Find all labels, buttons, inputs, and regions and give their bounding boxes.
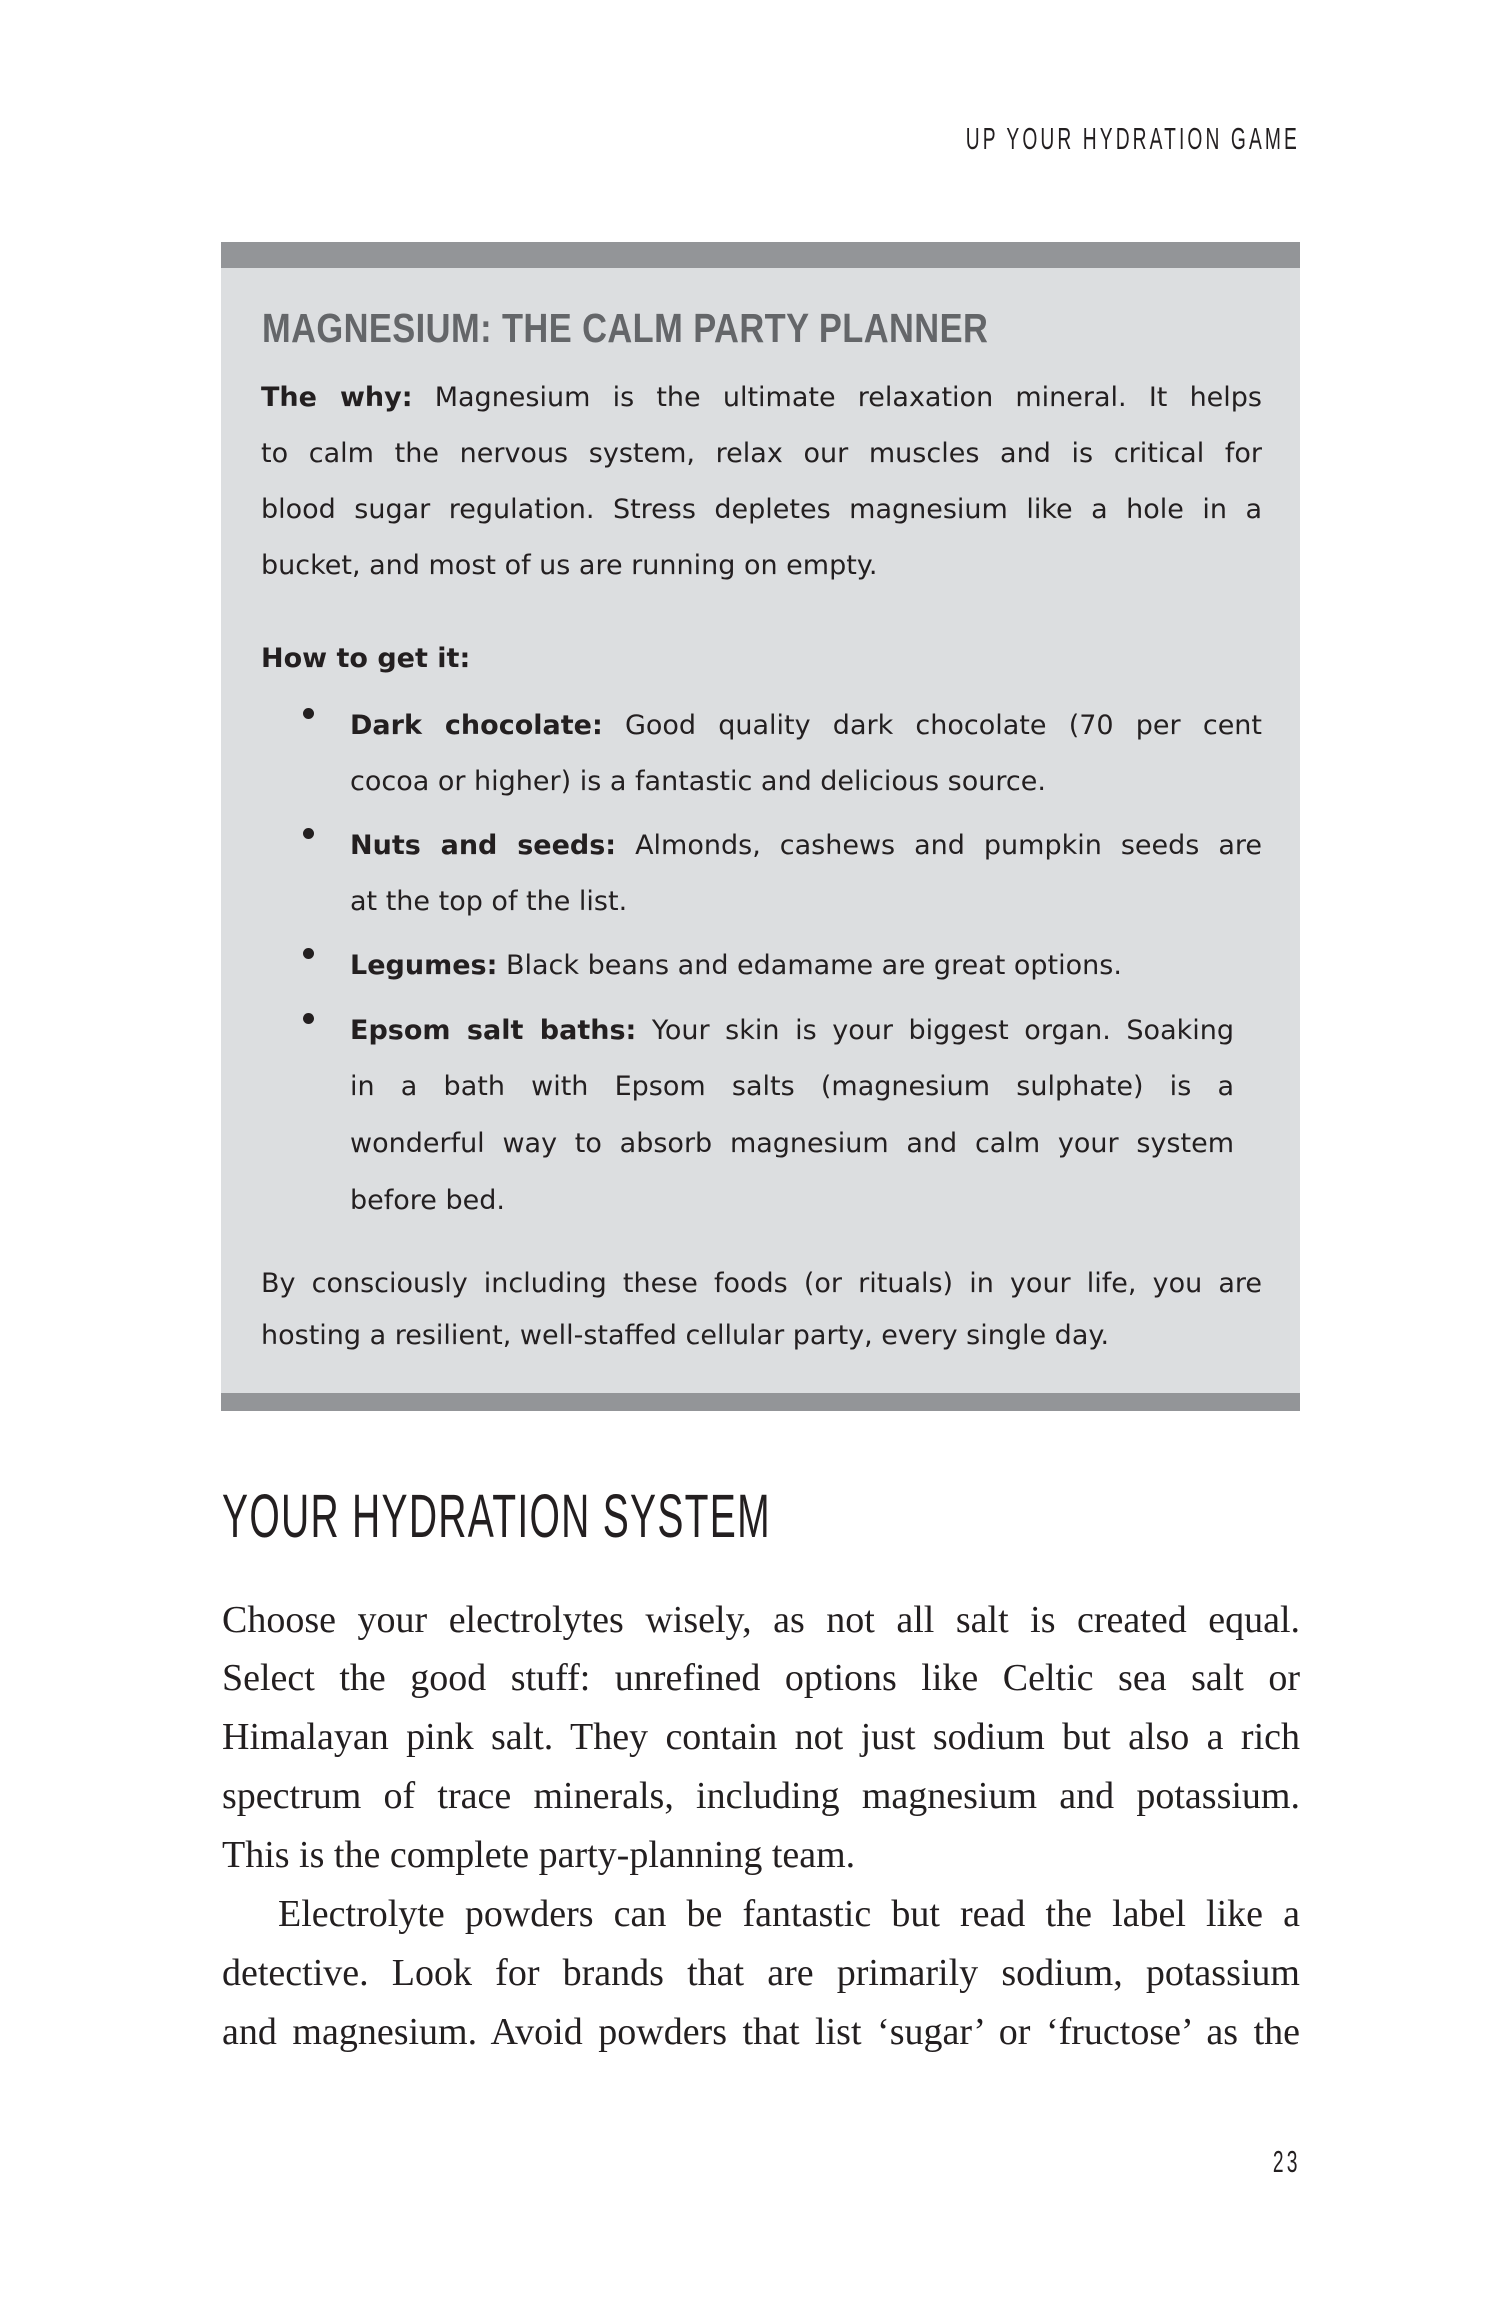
why-line: bucket, and most of us are running on empty.: [261, 550, 878, 581]
page-number: 23: [1272, 2144, 1300, 2179]
running-head: UP YOUR HYDRATION GAME: [965, 121, 1300, 156]
bullet-label: Dark chocolate:: [350, 710, 603, 741]
why-text: Magnesium is the ultimate relaxation mineral. It helps: [412, 382, 1262, 413]
box-top-rule: [221, 242, 1300, 268]
bullet-label: Legumes:: [350, 950, 498, 981]
bullet-text: Almonds, cashews and pumpkin seeds are: [616, 830, 1262, 861]
bullet-line: at the top of the list.: [350, 886, 628, 917]
closing-line: By consciously including these foods (or rituals) in your life, you are: [261, 1268, 1262, 1299]
bullet-line: [350, 829, 1262, 863]
paragraph-line: detective. Look for brands that are primarily sodium, potassium: [222, 1952, 1300, 1994]
why-label: The why:: [261, 382, 413, 413]
paragraph-line: spectrum of trace minerals, including magnesium and potassium.: [222, 1775, 1300, 1817]
paragraph-line: Choose your electrolytes wisely, as not all salt is created equal.: [222, 1599, 1300, 1641]
paragraph-line: This is the complete party-planning team.: [222, 1834, 856, 1876]
bullet-line: in a bath with Epsom salts (magnesium sulphate) is a: [350, 1071, 1234, 1102]
bullet-text: Black beans and edamame are great options.: [497, 950, 1122, 981]
section-heading: YOUR HYDRATION SYSTEM: [222, 1482, 771, 1550]
bullet-line: [350, 1014, 1234, 1048]
bullet-icon: [303, 708, 314, 719]
bullet-text: Your skin is your biggest organ. Soaking: [636, 1015, 1235, 1046]
bullet-icon: [303, 1013, 314, 1024]
bullet-label: Nuts and seeds:: [350, 830, 617, 861]
bullet-icon: [303, 828, 314, 839]
bullet-line: cocoa or higher) is a fantastic and delicious source.: [350, 766, 1046, 797]
bullet-line: [350, 709, 1262, 743]
closing-line: hosting a resilient, well-staffed cellular party, every single day.: [261, 1320, 1110, 1351]
bullet-line: wonderful way to absorb magnesium and calm your system: [350, 1128, 1234, 1159]
bullet-line: [350, 949, 1122, 983]
paragraph-line: Select the good stuff: unrefined options like Celtic sea salt or: [222, 1657, 1300, 1699]
bullet-label: Epsom salt baths:: [350, 1015, 637, 1046]
sidebar-box: [221, 242, 1300, 1411]
paragraph-line: Himalayan pink salt. They contain not just sodium but also a rich: [222, 1716, 1300, 1758]
bullet-icon: [303, 948, 314, 959]
paragraph-line: and magnesium. Avoid powders that list ‘sugar’ or ‘fructose’ as the: [222, 2011, 1300, 2053]
why-line: blood sugar regulation. Stress depletes magnesium like a hole in a: [261, 494, 1262, 525]
why-line: [261, 381, 1262, 415]
box-bottom-rule: [221, 1393, 1300, 1411]
bullet-line: before bed.: [350, 1185, 505, 1216]
box-title: MAGNESIUM: THE CALM PARTY PLANNER: [262, 305, 989, 351]
paragraph-line: Electrolyte powders can be fantastic but read the label like a: [278, 1893, 1300, 1935]
why-line: to calm the nervous system, relax our muscles and is critical for: [261, 438, 1262, 469]
how-to-get-it-label: How to get it:: [261, 643, 471, 674]
bullet-text: Good quality dark chocolate (70 per cent: [602, 710, 1262, 741]
